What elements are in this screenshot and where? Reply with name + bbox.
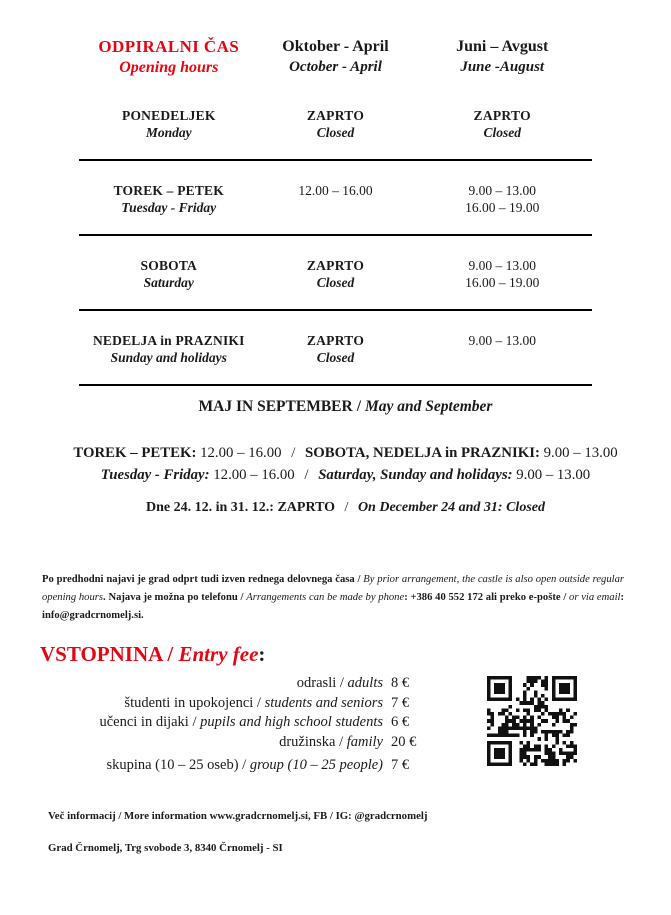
table-row-tuesday-friday bbox=[79, 161, 592, 234]
column-summer-en: June -August bbox=[460, 59, 545, 75]
table-row-monday bbox=[79, 86, 592, 159]
day-cell: TOREK – PETEK Tuesday - Friday bbox=[113, 183, 224, 215]
fee-price: 8 € bbox=[391, 675, 410, 691]
summer-hours-cell: ZAPRTO Closed bbox=[473, 108, 531, 140]
fee-price: 7 € bbox=[391, 757, 410, 774]
entry-fee-title: VSTOPNINA / Entry fee: bbox=[40, 642, 266, 666]
day-cell: SOBOTA Saturday bbox=[140, 258, 197, 290]
fee-row-pupils: učenci in dijaki / pupils and high school students 6 € bbox=[42, 713, 416, 733]
column-summer-header bbox=[412, 36, 592, 78]
winter-hours-cell: 12.00 – 16.00 bbox=[298, 183, 373, 198]
fee-row-family: družinska / family 20 € bbox=[42, 733, 416, 753]
fee-price: 20 € bbox=[391, 733, 417, 750]
address-line: Grad Črnomelj, Trg svobode 3, 8340 Črnomelj - SI bbox=[48, 842, 283, 854]
prior-arrangement-note: Po predhodni najavi je grad odprt tudi izven rednega delovnega časa / By prior arrangement, the castle is also open outside regular opening hours. Najava je možna po telefonu / Arrangements can be made by phone: +386 40 552 172 ali preko e-pošte / or via email: info@gradcrnomelj.si. bbox=[42, 573, 624, 622]
separator-line bbox=[79, 384, 592, 386]
summer-hours-cell: 9.00 – 13.00 16.00 – 19.00 bbox=[465, 258, 540, 290]
table-row-sunday-holidays bbox=[79, 311, 592, 384]
opening-hours-header bbox=[79, 30, 592, 86]
day-cell: PONEDELJEK Monday bbox=[122, 108, 216, 140]
summer-hours-cell: 9.00 – 13.00 bbox=[468, 333, 536, 348]
winter-hours-cell: ZAPRTO Closed bbox=[306, 108, 365, 140]
opening-hours-table bbox=[79, 30, 592, 386]
winter-hours-cell: ZAPRTO Closed bbox=[306, 258, 365, 290]
entry-fee-list bbox=[42, 674, 416, 776]
fee-row-adults: odrasli / adults 8 € bbox=[42, 674, 416, 694]
column-winter-sl: Oktober - April bbox=[282, 38, 389, 55]
more-information-line: Več informacij / More information www.gradcrnomelj.si, FB / IG: @gradcrnomelj bbox=[48, 810, 428, 822]
column-winter-header bbox=[259, 36, 413, 78]
title-slovenian: ODPIRALNI ČAS bbox=[98, 37, 240, 56]
phone-number: : +386 40 552 172 ali preko e-pošte bbox=[404, 592, 561, 603]
may-september-title: MAJ IN SEPTEMBER / May and September bbox=[198, 398, 493, 415]
table-row-saturday bbox=[79, 236, 592, 309]
winter-hours-cell: ZAPRTO Closed bbox=[306, 333, 365, 365]
fee-row-students-seniors: študenti in upokojenci / students and seniors 7 € bbox=[42, 694, 416, 714]
schedule-line-en: Tuesday - Friday: 12.00 – 16.00 / Saturday, Sunday and holidays: 9.00 – 13.00 bbox=[100, 467, 591, 483]
email-address: : info@gradcrnomelj.si. bbox=[42, 592, 624, 622]
qr-code bbox=[487, 676, 577, 766]
fee-price: 7 € bbox=[391, 694, 410, 711]
title-english: Opening hours bbox=[119, 59, 219, 76]
opening-hours-title bbox=[79, 36, 259, 78]
schedule-line-sl: TOREK – PETEK: 12.00 – 16.00 / SOBOTA, NEDELJA in PRAZNIKI: 9.00 – 13.00 bbox=[73, 445, 618, 461]
fee-price: 6 € bbox=[391, 714, 410, 731]
column-summer-sl: Juni – Avgust bbox=[456, 38, 549, 55]
december-closed-line: Dne 24. 12. in 31. 12.: ZAPRTO / On December 24 and 31: Closed bbox=[146, 500, 545, 515]
fee-row-group: skupina (10 – 25 oseb) / group (10 – 25 people) 7 € bbox=[42, 756, 416, 776]
may-september-schedule bbox=[20, 442, 671, 486]
may-september-section bbox=[20, 398, 671, 516]
day-cell: NEDELJA in PRAZNIKI Sunday and holidays bbox=[92, 333, 245, 365]
summer-hours-cell: 9.00 – 13.00 16.00 – 19.00 bbox=[465, 183, 540, 215]
column-winter-en: October - April bbox=[289, 59, 382, 75]
